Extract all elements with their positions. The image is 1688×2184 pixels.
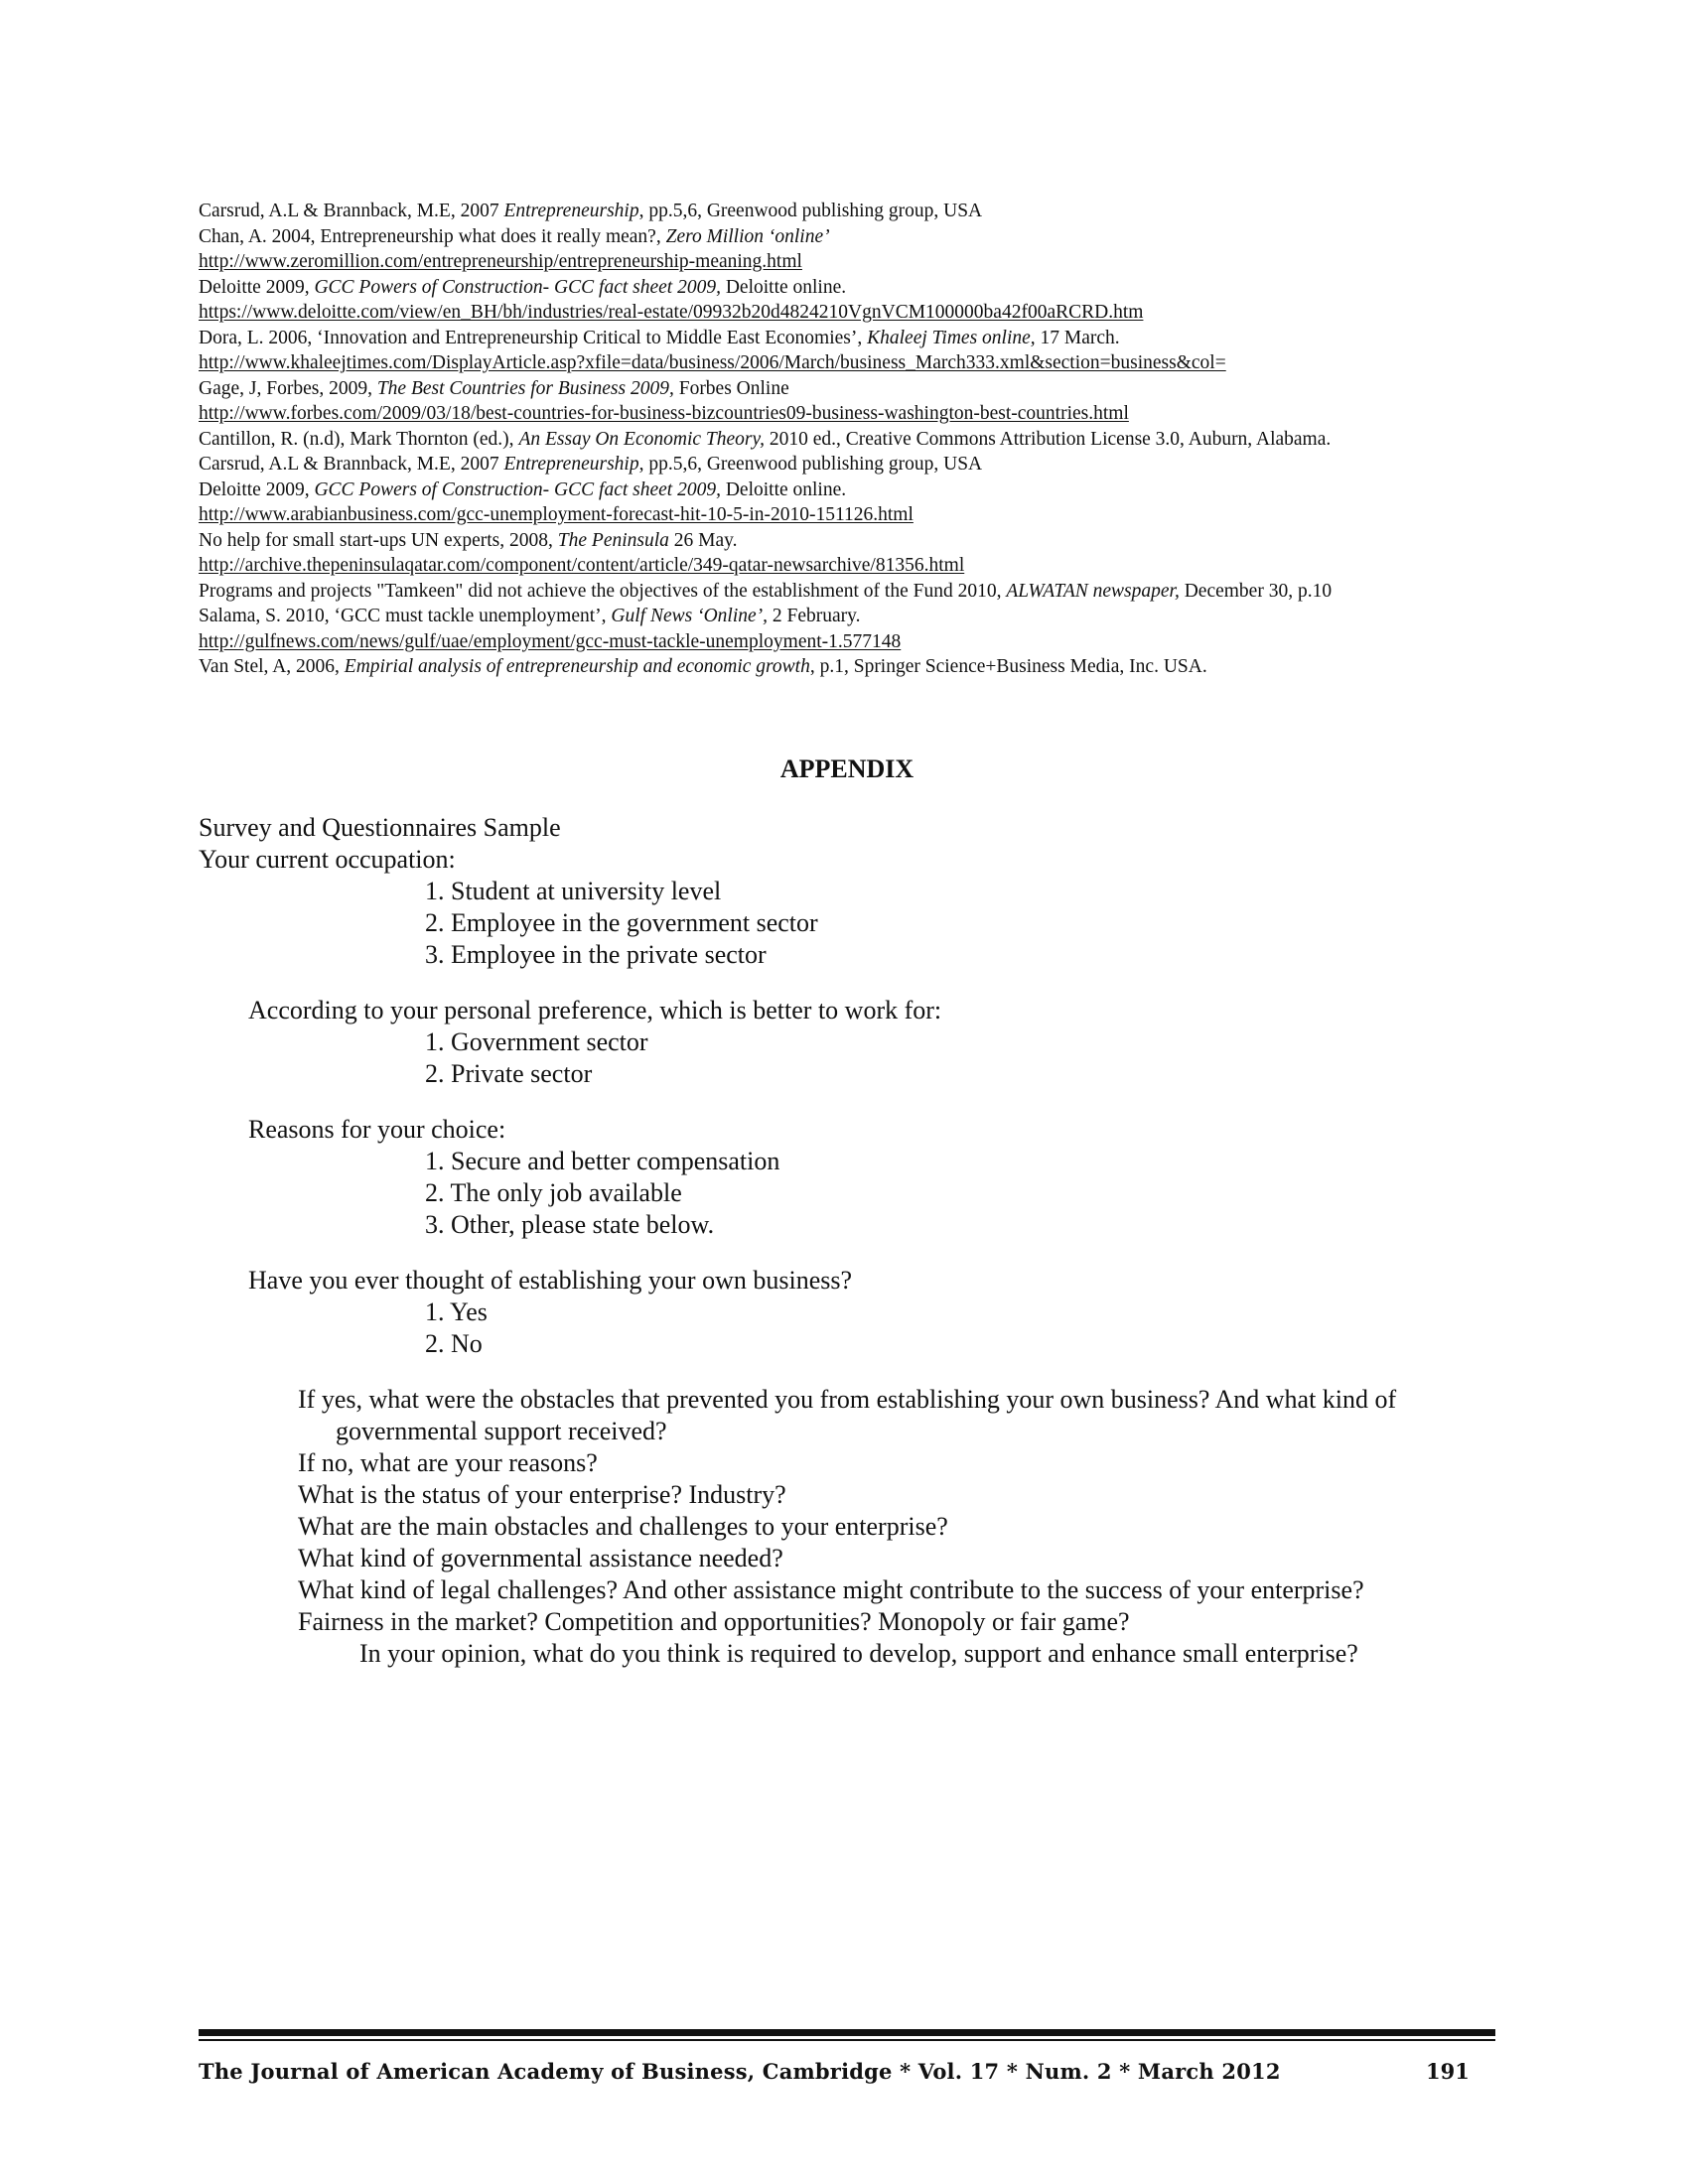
reference-entry	[199, 199, 1495, 224]
reference-text: Deloitte 2009,	[199, 478, 315, 500]
survey-section	[199, 812, 1499, 1670]
reference-title: Zero Million ‘online’	[665, 225, 830, 247]
reference-text: Dora, L. 2006, ‘Innovation and Entrepreneurship Critical to Middle East Economies’,	[199, 327, 868, 348]
reference-text: Carsrud, A.L & Brannback, M.E, 2007	[199, 201, 504, 221]
reference-text: 2 February.	[768, 606, 861, 626]
open-question: If no, what are your reasons?	[298, 1448, 598, 1477]
footer-rule-thick	[199, 2029, 1495, 2036]
reference-title: Empirial analysis of entrepreneurship and economic growth	[344, 656, 810, 677]
reference-title: ALWATAN newspaper,	[1006, 580, 1180, 602]
reference-text: Gage, J, Forbes, 2009,	[199, 377, 377, 399]
reference-title: An Essay On Economic Theory,	[518, 428, 765, 450]
reference-text: , pp.5,6, Greenwood publishing group, USA	[638, 201, 983, 221]
option-item: 2. Private sector	[425, 1059, 593, 1088]
reference-text: 2010 ed., Creative Commons Attribution License 3.0, Auburn, Alabama.	[764, 428, 1332, 450]
page-number: 191	[1426, 2059, 1470, 2084]
reference-title: Khaleej Times online,	[867, 327, 1036, 348]
option-item: 1. Secure and better compensation	[425, 1147, 780, 1175]
reference-text: Deloitte 2009,	[199, 276, 315, 298]
open-question: Fairness in the market? Competition and opportunities? Monopoly or fair game?	[298, 1607, 1130, 1636]
reference-text: 17 March.	[1035, 327, 1120, 348]
reference-text: Cantillon, R. (n.d), Mark Thornton (ed.),	[199, 428, 519, 450]
reference-text: Carsrud, A.L & Brannback, M.E, 2007	[199, 454, 504, 475]
reference-title: GCC Powers of Construction- GCC fact sheet 2009,	[314, 276, 721, 298]
reference-text: Deloitte online.	[720, 478, 847, 500]
reference-text: December 30, p.10	[1179, 580, 1333, 602]
reference-url-link[interactable]: http://www.forbes.com/2009/03/18/best-countries-for-business-bizcountries09-business-washington-best-countries.html	[199, 403, 1129, 424]
open-question: What kind of governmental assistance needed?	[298, 1544, 783, 1572]
reference-title: The Best Countries for Business 2009,	[376, 377, 674, 399]
reference-entry	[199, 326, 1495, 351]
question-own-business: Have you ever thought of establishing your own business?	[248, 1266, 853, 1295]
reference-title: Entrepreneurship	[503, 201, 639, 221]
reference-entry	[199, 478, 1495, 503]
reference-text: 26 May.	[668, 529, 738, 551]
reference-entry	[199, 376, 1495, 402]
reasons-options	[199, 1146, 1499, 1241]
reference-url-link[interactable]: https://www.deloitte.com/view/en_BH/bh/industries/real-estate/09932b20d4824210VgnVCM100000ba42f00aRCRD.htm	[199, 302, 1144, 323]
reference-url-link[interactable]: http://www.arabianbusiness.com/gcc-unemployment-forecast-hit-10-5-in-2010-151126.html	[199, 504, 914, 525]
option-item: 2. Employee in the government sector	[425, 908, 818, 937]
open-question: If yes, what were the obstacles that prevented you from establishing your own business? And what kind of governmental support received?	[298, 1385, 1397, 1445]
reference-entry	[199, 275, 1495, 301]
option-item: 1. Government sector	[425, 1027, 648, 1056]
reference-url-link[interactable]: http://archive.thepeninsulaqatar.com/component/content/article/349-qatar-newsarchive/81356.html	[199, 555, 965, 576]
question-preference: According to your personal preference, which is better to work for:	[248, 996, 942, 1024]
option-item: 1. Student at university level	[425, 877, 722, 905]
reference-url-link[interactable]: http://gulfnews.com/news/gulf/uae/employment/gcc-must-tackle-unemployment-1.577148	[199, 630, 902, 652]
reference-entry	[199, 579, 1495, 605]
reference-entry	[199, 452, 1495, 478]
reference-text: No help for small start-ups UN experts, 2008,	[199, 529, 558, 551]
open-question: What kind of legal challenges? And other assistance might contribute to the success of your enterprise?	[298, 1575, 1364, 1604]
reference-entry	[199, 427, 1495, 453]
footer-journal-citation: The Journal of American Academy of Business, Cambridge * Vol. 17 * Num. 2 * March 2012	[199, 2059, 1281, 2084]
reference-entry	[199, 604, 1495, 629]
footer-rule-thin	[199, 2039, 1495, 2041]
references-list	[199, 199, 1495, 680]
reference-title: Gulf News ‘Online’,	[611, 606, 769, 626]
reference-entry	[199, 654, 1495, 680]
option-item: 2. The only job available	[425, 1178, 682, 1207]
reference-text: Deloitte online.	[720, 276, 847, 298]
reference-entry	[199, 528, 1495, 554]
reference-text: , pp.5,6, Greenwood publishing group, USA	[638, 454, 983, 475]
reference-text: Van Stel, A, 2006,	[199, 656, 345, 677]
reference-url-link[interactable]: http://www.zeromillion.com/entrepreneurship/entrepreneurship-meaning.html	[199, 251, 802, 272]
own-business-options	[199, 1297, 1499, 1360]
option-item: 2. No	[425, 1329, 483, 1358]
open-question: What are the main obstacles and challenges to your enterprise?	[298, 1512, 948, 1541]
reference-text: Salama, S. 2010, ‘GCC must tackle unemployment’,	[199, 606, 612, 626]
option-item: 1. Yes	[425, 1297, 488, 1326]
open-questions	[199, 1384, 1499, 1670]
reference-title: GCC Powers of Construction- GCC fact sheet 2009,	[314, 478, 721, 500]
open-question: What is the status of your enterprise? Industry?	[298, 1480, 786, 1509]
reference-text: Programs and projects "Tamkeen" did not achieve the objectives of the establishment of the Fund 2010,	[199, 580, 1007, 602]
appendix-heading: APPENDIX	[779, 754, 914, 783]
occupation-options	[199, 876, 1499, 971]
reference-text: Forbes Online	[673, 377, 789, 399]
question-occupation: Your current occupation:	[199, 845, 456, 874]
option-item: 3. Employee in the private sector	[425, 940, 767, 969]
survey-heading: Survey and Questionnaires Sample	[199, 813, 561, 842]
reference-url-link[interactable]: http://www.khaleejtimes.com/DisplayArticle.asp?xfile=data/business/2006/March/business_March333.xml&section=business&col=	[199, 352, 1226, 373]
question-reasons: Reasons for your choice:	[248, 1115, 506, 1144]
option-item: 3. Other, please state below.	[425, 1210, 715, 1239]
reference-title: The Peninsula	[557, 529, 669, 551]
reference-entry	[199, 224, 1495, 250]
reference-title: Entrepreneurship	[503, 454, 639, 475]
preference-options	[199, 1026, 1499, 1090]
closing-question: In your opinion, what do you think is required to develop, support and enhance small enterprise?	[359, 1639, 1358, 1668]
reference-text: , p.1, Springer Science+Business Media, Inc. USA.	[809, 656, 1207, 677]
reference-text: Chan, A. 2004, Entrepreneurship what does it really mean?,	[199, 225, 666, 247]
